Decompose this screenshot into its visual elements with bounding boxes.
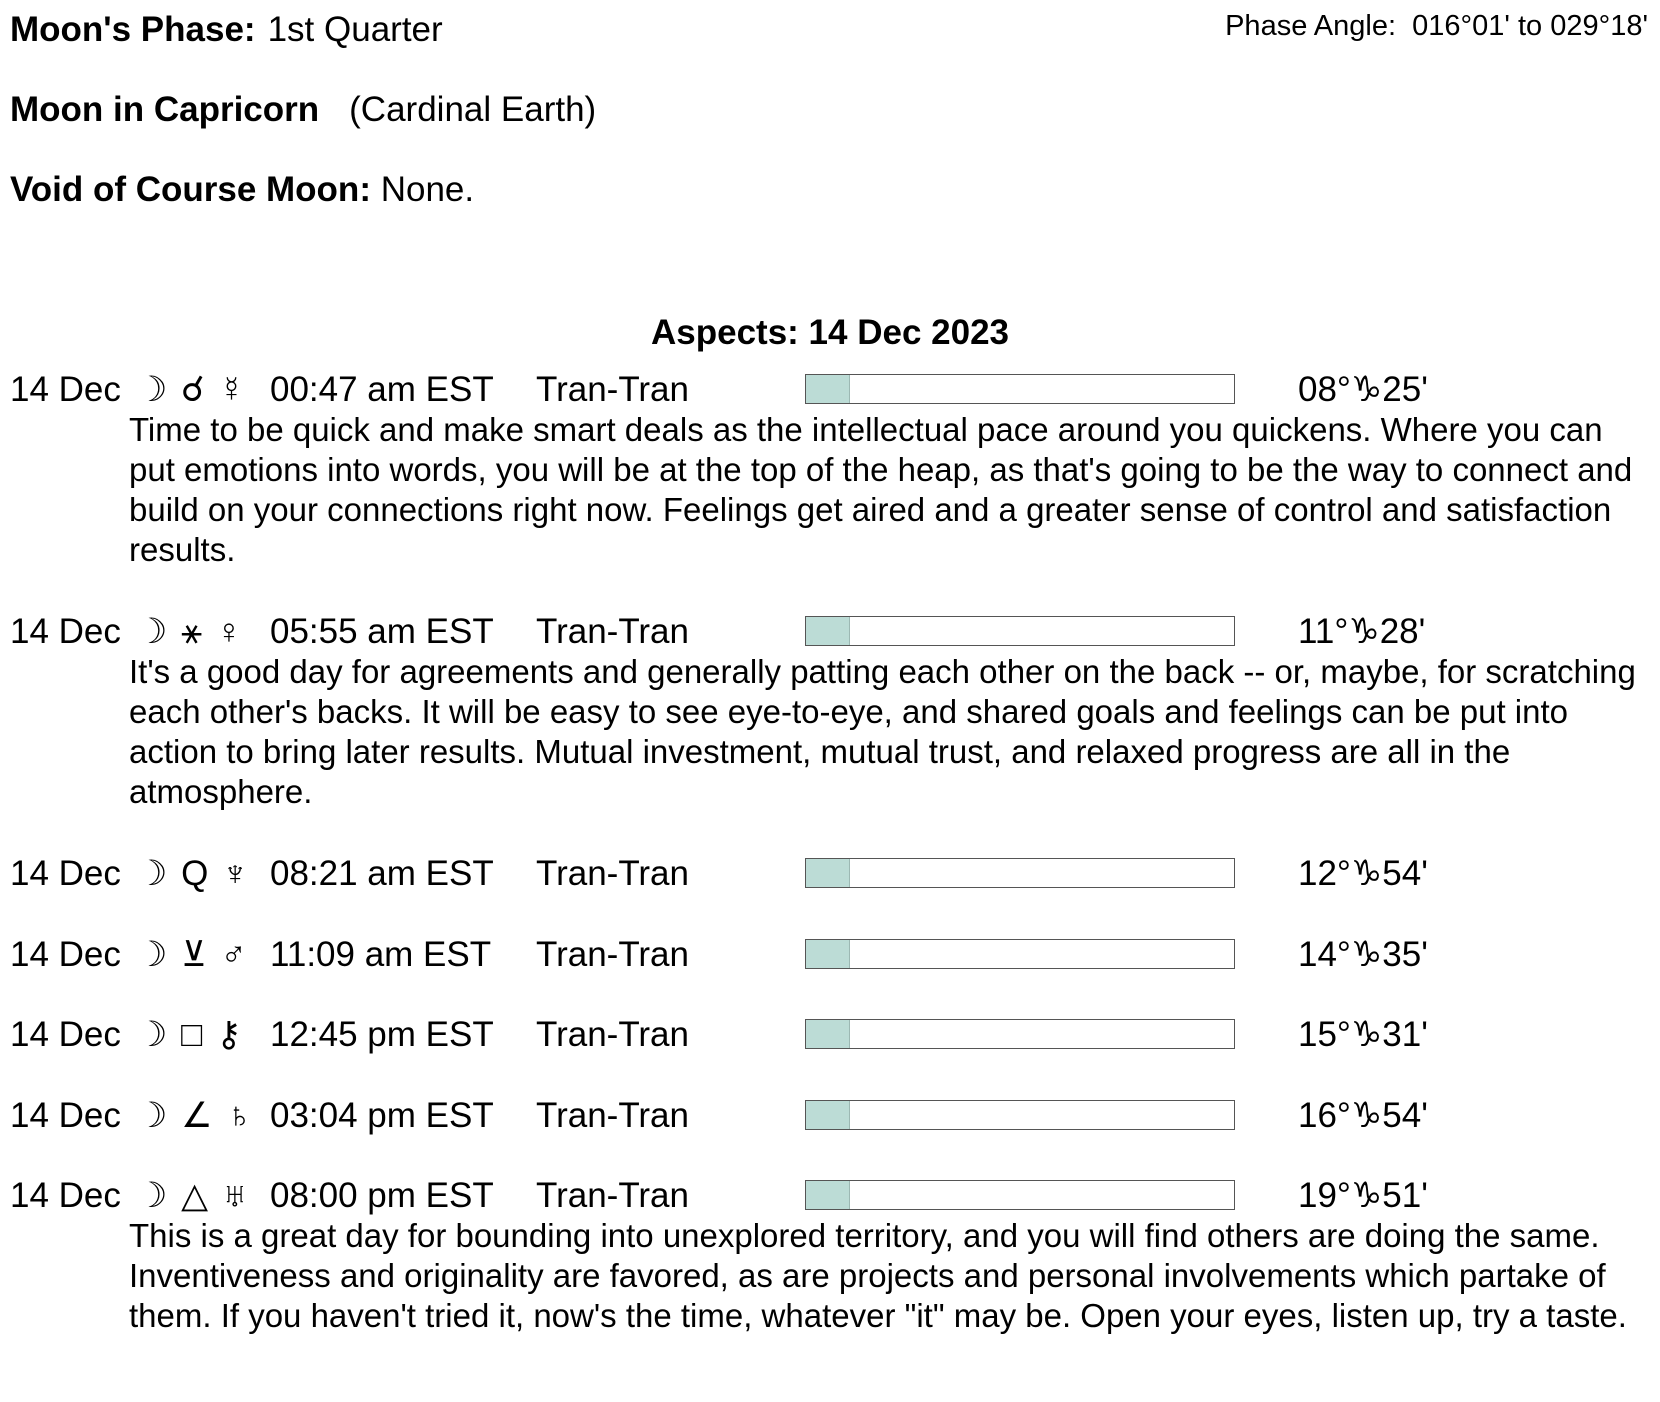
aspect-entry: [0, 935, 1660, 975]
aspect-row: [0, 612, 1660, 652]
void-of-course-label: Void of Course Moon:: [10, 170, 371, 209]
aspect-type: Tran-Tran: [536, 612, 689, 651]
aspect-glyphs: ☽ △ ♅: [136, 1176, 250, 1215]
aspect-strength-fill: [806, 940, 850, 968]
aspect-row: [0, 1015, 1660, 1055]
aspect-time: 08:00 pm EST: [270, 1176, 494, 1215]
moon-phase: [10, 10, 443, 50]
moon-phase-value: 1st Quarter: [267, 10, 443, 49]
aspect-strength-bar: [805, 374, 1235, 404]
aspect-date: 14 Dec: [10, 1015, 121, 1054]
aspect-description: Time to be quick and make smart deals as the intellectual pace around you quickens. Where you can put emotions into words, you will be at the top of the heap, as that's going to be the way to connect and build on your connections right now. Feelings get aired and a greater sense of control and satisfaction results.: [129, 411, 1633, 568]
aspect-strength-bar: [805, 1100, 1235, 1130]
aspect-type: Tran-Tran: [536, 370, 689, 409]
aspect-row: [0, 1176, 1660, 1216]
aspect-position: 08°♑25': [1298, 370, 1428, 409]
aspect-entry: [0, 370, 1660, 570]
phase-angle-value: 016°01' to 029°18': [1412, 10, 1648, 42]
aspect-date: 14 Dec: [10, 935, 121, 974]
aspect-position: 19°♑51': [1298, 1176, 1428, 1215]
aspect-position: 15°♑31': [1298, 1015, 1428, 1054]
aspect-type: Tran-Tran: [536, 1096, 689, 1135]
aspect-position: 14°♑35': [1298, 935, 1428, 974]
aspect-time: 00:47 am EST: [270, 370, 494, 409]
aspect-date: 14 Dec: [10, 854, 121, 893]
aspect-position: 11°♑28': [1298, 612, 1426, 651]
aspect-glyphs: ☽ □ ⚷: [136, 1015, 244, 1054]
aspect-time: 05:55 am EST: [270, 612, 494, 651]
moon-sign: [10, 90, 596, 130]
phase-angle-label: Phase Angle:: [1225, 10, 1397, 42]
aspect-glyphs: ☽ ⊻ ♂: [136, 935, 249, 974]
moon-sign-element: (Cardinal Earth): [349, 90, 597, 129]
aspect-row: [0, 935, 1660, 975]
aspect-type: Tran-Tran: [536, 935, 689, 974]
aspect-time: 03:04 pm EST: [270, 1096, 494, 1135]
aspect-entry: [0, 1096, 1660, 1136]
void-of-course: [10, 170, 474, 210]
aspect-entry: [0, 1015, 1660, 1055]
aspect-time: 08:21 am EST: [270, 854, 494, 893]
aspect-strength-bar: [805, 1019, 1235, 1049]
aspect-strength-fill: [806, 1181, 850, 1209]
aspect-row: [0, 854, 1660, 894]
aspect-row: [0, 1096, 1660, 1136]
aspect-strength-fill: [806, 1101, 850, 1129]
aspect-entry: [0, 854, 1660, 894]
aspect-position: 16°♑54': [1298, 1096, 1428, 1135]
aspect-position: 12°♑54': [1298, 854, 1428, 893]
aspect-entry: [0, 612, 1660, 812]
aspect-row: [0, 370, 1660, 410]
aspect-type: Tran-Tran: [536, 1015, 689, 1054]
moon-sign-label: Moon in Capricorn: [10, 90, 320, 129]
aspects-title: Aspects: 14 Dec 2023: [651, 313, 1009, 352]
aspect-time: 11:09 am EST: [270, 935, 492, 974]
aspect-date: 14 Dec: [10, 612, 121, 651]
aspect-date: 14 Dec: [10, 1176, 121, 1215]
aspect-glyphs: ☽ ∠ ♄: [136, 1096, 255, 1135]
aspect-entry: [0, 1176, 1660, 1336]
aspect-strength-bar: [805, 616, 1235, 646]
phase-angle: [1225, 8, 1648, 44]
aspect-strength-bar: [805, 1180, 1235, 1210]
aspect-time: 12:45 pm EST: [270, 1015, 494, 1054]
aspect-type: Tran-Tran: [536, 1176, 689, 1215]
aspect-strength-bar: [805, 939, 1235, 969]
aspect-date: 14 Dec: [10, 1096, 121, 1135]
aspect-description: This is a great day for bounding into unexplored territory, and you will find others are doing the same. Inventiveness and originality are favored, as are projects and personal involvements which partake of them. If you haven't tried it, now's the time, whatever "it" may be. Open your eyes, listen up, try a taste.: [129, 1217, 1627, 1334]
moon-phase-label: Moon's Phase:: [10, 10, 256, 49]
aspect-strength-fill: [806, 617, 850, 645]
aspect-glyphs: ☽ ☌ ☿: [136, 370, 247, 409]
aspect-type: Tran-Tran: [536, 854, 689, 893]
void-of-course-value: None.: [380, 170, 475, 209]
aspect-strength-bar: [805, 858, 1235, 888]
aspect-glyphs: ☽ Q ♆: [136, 854, 251, 893]
aspect-strength-fill: [806, 1020, 850, 1048]
aspect-date: 14 Dec: [10, 370, 121, 409]
aspect-strength-fill: [806, 375, 850, 403]
aspect-glyphs: ☽ ⚹ ♀: [136, 612, 245, 651]
aspect-description: It's a good day for agreements and generally patting each other on the back -- or, maybe, for scratching each other's backs. It will be easy to see eye-to-eye, and shared goals and feelings can be put into action to bring later results. Mutual investment, mutual trust, and relaxed progress are all in the atmosphere.: [129, 653, 1636, 810]
aspect-strength-fill: [806, 859, 850, 887]
